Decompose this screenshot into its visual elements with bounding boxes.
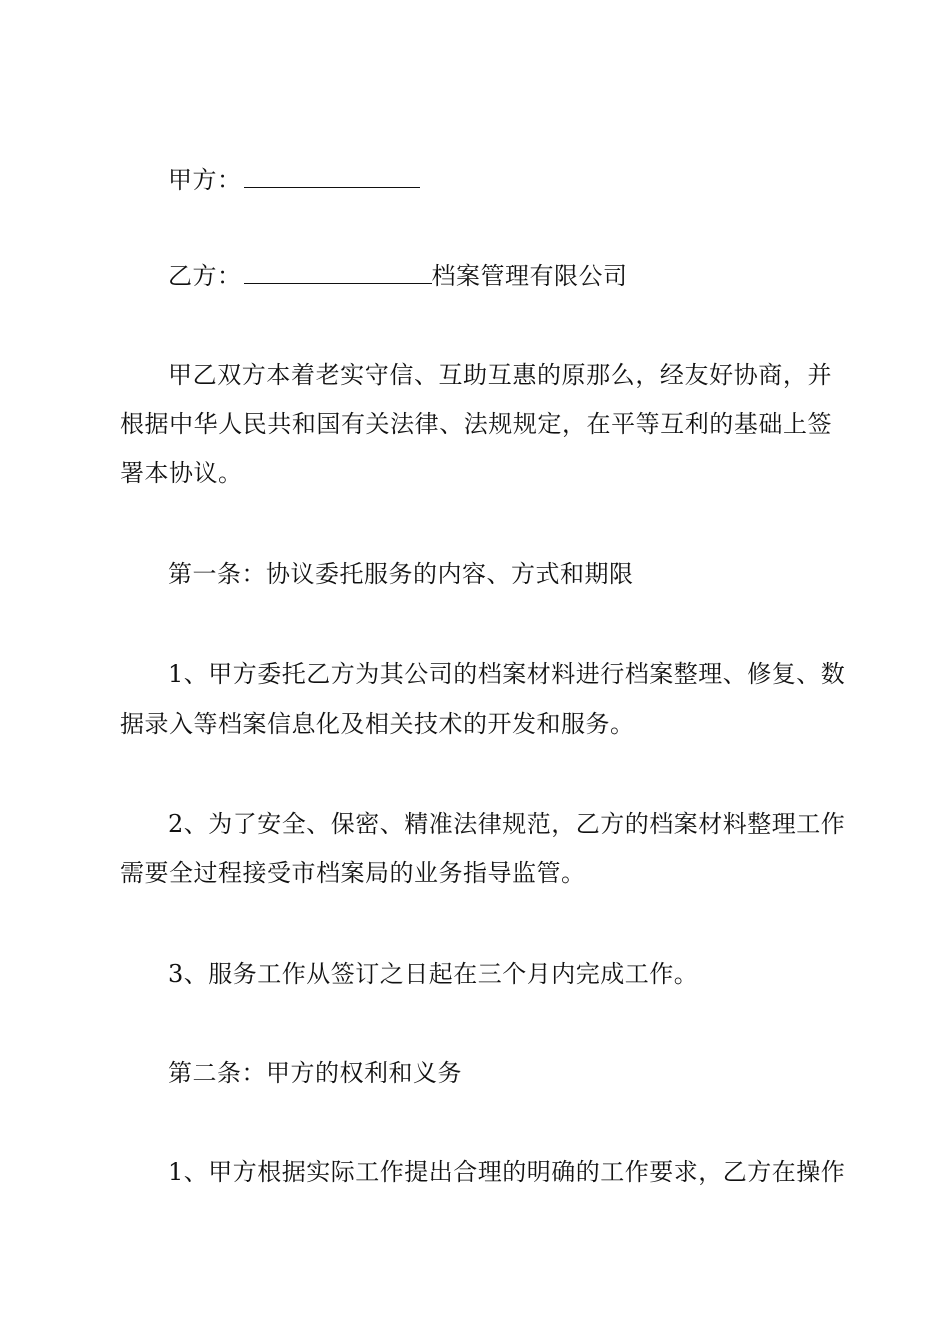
article-1-item-1-line-2: 据录入等档案信息化及相关技术的开发和服务。 xyxy=(120,710,635,738)
party-b-company-suffix: 档案管理有限公司 xyxy=(431,262,628,290)
article-1-heading: 第一条：协议委托服务的内容、方式和期限 xyxy=(168,560,634,588)
article-1-item-1-line-1: 1、甲方委托乙方为其公司的档案材料进行档案整理、修复、数 xyxy=(168,660,846,688)
preamble-line-1: 甲乙双方本着老实守信、互助互惠的原那么，经友好协商，并 xyxy=(168,361,832,389)
party-b-line xyxy=(168,261,880,291)
article-1-item-2-line-1: 2、为了安全、保密、精准法律规范，乙方的档案材料整理工作 xyxy=(168,810,846,838)
article-1-item-3: 3、服务工作从签订之日起在三个月内完成工作。 xyxy=(168,960,699,988)
party-a-label: 甲方： xyxy=(168,166,242,194)
preamble-line-2: 根据中华人民共和国有关法律、法规规定，在平等互利的基础上签 xyxy=(120,410,832,438)
party-a-line xyxy=(168,165,880,195)
party-b-label: 乙方： xyxy=(168,262,242,290)
preamble-line-3: 署本协议。 xyxy=(120,459,243,487)
article-1-item-2-line-2: 需要全过程接受市档案局的业务指导监管。 xyxy=(120,859,586,887)
party-b-blank xyxy=(244,261,432,284)
article-2-heading: 第二条：甲方的权利和义务 xyxy=(168,1059,462,1087)
article-2-item-1-line-1: 1、甲方根据实际工作提出合理的明确的工作要求，乙方在操作 xyxy=(168,1158,846,1186)
party-a-blank xyxy=(244,165,420,188)
